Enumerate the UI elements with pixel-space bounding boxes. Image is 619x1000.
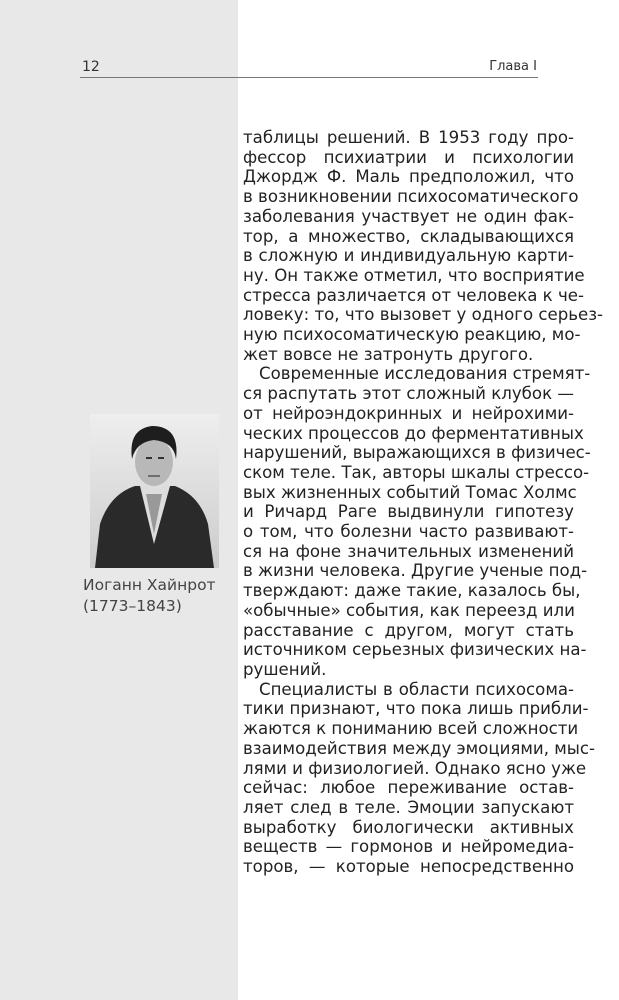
portrait-image [90, 414, 219, 568]
text-line: Джордж Ф. Маль предположил, что [243, 167, 574, 187]
text-line: ском теле. Так, авторы шкалы стрессо- [243, 462, 590, 482]
text-line: ную психосоматическую реакцию, мо- [243, 325, 581, 345]
text-line: источником серьезных физических на- [243, 640, 587, 660]
text-line: ляет след в теле. Эмоции запускают [243, 797, 574, 817]
text-line: ловеку: то, что вызовет у одного серьез- [243, 305, 604, 325]
text-line: жаются к пониманию всей сложности [243, 719, 579, 739]
caption-name: Иоганн Хайнрот [83, 576, 216, 594]
body-text [243, 128, 604, 877]
text-line: ну. Он также отметил, что восприятие [243, 265, 585, 285]
text-line: веществ — гормонов и нейромедиа- [243, 837, 574, 857]
text-line: таблицы решений. В 1953 году про- [243, 128, 574, 147]
text-line: и Ричард Раге выдвинули гипотезу [243, 502, 574, 522]
text-line: о том, что болезни часто развивают- [243, 522, 574, 542]
paragraph [243, 128, 604, 364]
text-line: ся распутать этот сложный клубок — [243, 384, 574, 404]
text-line: заболевания участвует не один фак- [243, 206, 574, 226]
text-line: в возникновении психосоматического [243, 187, 579, 207]
text-line: лями и физиологией. Однако ясно уже [243, 758, 587, 778]
page-number: 12 [82, 59, 100, 75]
text-line: тор, а множество, складывающихся [243, 226, 574, 246]
paragraph [243, 679, 595, 877]
text-line: вых жизненных событий Томас Холмс [243, 482, 577, 502]
text-line: взаимодействия между эмоциями, мыс- [243, 738, 595, 758]
text-line: торов, — которые непосредственно [243, 857, 574, 877]
text-line: Специалисты в области психосома- [259, 679, 574, 699]
text-line: тики признают, что пока лишь прибли- [243, 699, 589, 719]
caption-years: (1773–1843) [83, 597, 182, 615]
text-line: от нейроэндокринных и нейрохими- [243, 403, 574, 423]
text-line: ческих процессов до ферментативных [243, 423, 584, 443]
text-line: рушений. [243, 659, 327, 679]
text-line: жет вовсе не затронуть другого. [243, 344, 534, 364]
chapter-title: Глава I [489, 59, 537, 74]
text-line: фессор психиатрии и психологии [243, 147, 574, 167]
header-rule [80, 77, 538, 78]
text-line: сейчас: любое переживание остав- [243, 778, 574, 798]
text-line: выработку биологически активных [243, 817, 574, 837]
portrait-caption [83, 575, 216, 617]
text-line: ся на фоне значительных изменений [243, 541, 574, 561]
paragraph [243, 364, 591, 679]
text-line: «обычные» события, как переезд или [243, 600, 575, 620]
text-line: в сложную и индивидуальную карти- [243, 246, 574, 266]
text-line: расставание с другом, могут стать [243, 620, 574, 640]
text-line: в жизни человека. Другие ученые под- [243, 561, 588, 581]
text-line: Современные исследования стремят- [259, 364, 591, 384]
text-line: стресса различается от человека к че- [243, 285, 584, 305]
text-line: тверждают: даже такие, казалось бы, [243, 581, 581, 601]
text-line: нарушений, выражающихся в физичес- [243, 443, 591, 463]
